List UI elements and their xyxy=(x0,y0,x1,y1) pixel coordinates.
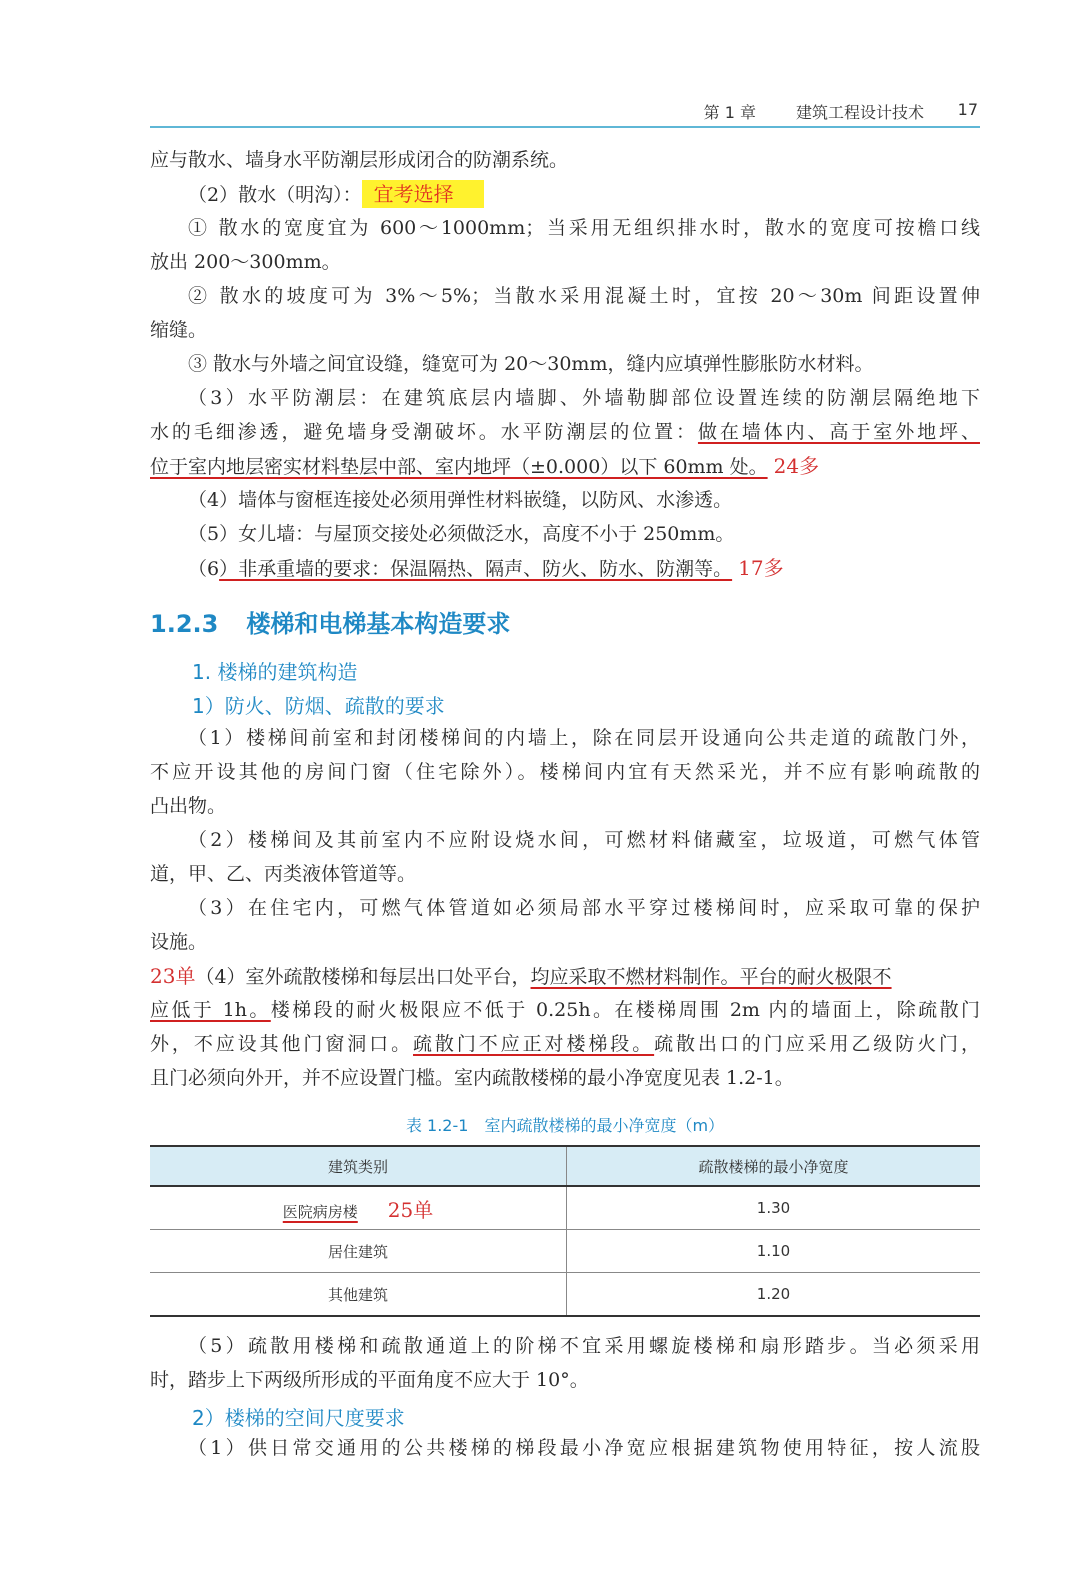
underlined-text: 位于室内地层密实材料垫层中部、室内地坪（±0.000）以下 60mm 处。 xyxy=(150,456,768,478)
handwritten-annotation: 25单 xyxy=(387,1197,434,1222)
subsection-heading: 1. 楼梯的建筑构造 xyxy=(192,660,358,684)
paragraph-line xyxy=(188,554,980,583)
paragraph-line xyxy=(150,962,980,991)
paragraph-line: 不应开设其他的房间门窗（住宅除外）。楼梯间内宜有天然采光，并不应有影响疏散的 xyxy=(150,761,980,783)
paragraph-line: 时，踏步上下两级所形成的平面角度不应大于 10°。 xyxy=(150,1369,589,1391)
text-run: 水的毛细渗透，避免墙身受潮破坏。水平防潮层的位置： xyxy=(150,421,698,443)
underlined-text: ）非承重墙的要求：保温隔热、隔声、防火、防水、防潮等。 xyxy=(219,558,733,580)
paragraph-line: 缩缝。 xyxy=(150,319,208,341)
text-run: 楼梯段的耐火极限应不低于 0.25h。在楼梯周围 2m 内的墙面上，除疏散门 xyxy=(270,999,980,1021)
text-run: 疏散出口的门应采用乙级防火门， xyxy=(654,1033,980,1055)
text-run: （4）室外疏散楼梯和每层出口处平台， xyxy=(195,966,531,988)
stair-width-table xyxy=(150,1145,980,1317)
text-run: 外，不应设其他门窗洞口。 xyxy=(150,1033,414,1055)
section-number: 1.2.3 xyxy=(150,610,219,638)
paragraph-line: （4）墙体与窗框连接处必须用弹性材料嵌缝，以防风、水渗透。 xyxy=(188,489,733,511)
underlined-text: 均应采取不燃材料制作。平台的耐火极限不 xyxy=(530,966,892,988)
highlight-note: 宜考选择 xyxy=(362,180,484,208)
table-cell: 其他建筑 xyxy=(150,1273,567,1317)
handwritten-annotation: 17多 xyxy=(738,556,784,580)
table-caption: 表 1.2-1 室内疏散楼梯的最小净宽度（m） xyxy=(405,1116,725,1135)
table-cell: 1.20 xyxy=(567,1273,981,1317)
paragraph-line: 道，甲、乙、丙类液体管道等。 xyxy=(150,863,417,885)
table-row xyxy=(150,1273,980,1317)
subsection-heading: 2）楼梯的空间尺度要求 xyxy=(192,1406,405,1430)
table-cell: 居住建筑 xyxy=(150,1230,567,1273)
paragraph-line: （5）疏散用楼梯和疏散通道上的阶梯不宜采用螺旋楼梯和扇形踏步。当必须采用 xyxy=(188,1335,980,1357)
paragraph-line: ① 散水的宽度宜为 600～1000mm；当采用无组织排水时，散水的宽度可按檐口线 xyxy=(188,217,980,239)
section-title: 楼梯和电梯基本构造要求 xyxy=(246,610,511,638)
page-number: 17 xyxy=(957,100,978,119)
table-header-cell: 建筑类别 xyxy=(150,1146,567,1186)
paragraph-line xyxy=(150,996,980,1024)
item-label: （2）散水（明沟）： xyxy=(188,184,362,206)
paragraph-line: 设施。 xyxy=(150,931,208,953)
underlined-text: 医院病房楼 xyxy=(282,1202,358,1221)
paragraph-line: （1）楼梯间前室和封闭楼梯间的内墙上，除在同层开设通向公共走道的疏散门外， xyxy=(188,727,980,749)
section-heading xyxy=(150,604,510,639)
underlined-text: 疏散门不应正对楼梯段。 xyxy=(413,1033,655,1055)
paragraph-line: （2）楼梯间及其前室内不应附设烧水间，可燃材料储藏室，垃圾道，可燃气体管 xyxy=(188,829,980,851)
paragraph-line xyxy=(188,180,980,209)
table-header-cell: 疏散楼梯的最小净宽度 xyxy=(567,1146,981,1186)
handwritten-annotation: 24多 xyxy=(773,454,820,478)
subsection-heading: 1）防火、防烟、疏散的要求 xyxy=(192,694,445,718)
paragraph-line: （1）供日常交通用的公共楼梯的梯段最小净宽应根据建筑物使用特征，按人流股 xyxy=(188,1437,980,1459)
table-cell xyxy=(150,1186,567,1230)
paragraph-line: 凸出物。 xyxy=(150,795,227,817)
table-row xyxy=(150,1186,980,1230)
paragraph-line: ② 散水的坡度可为 3%～5%；当散水采用混凝土时，宜按 20～30m 间距设置伸 xyxy=(188,285,980,307)
table-cell: 1.30 xyxy=(567,1186,981,1230)
paragraph-line xyxy=(150,452,980,481)
paragraph-line: （5）女儿墙：与屋顶交接处必须做泛水，高度不小于 250mm。 xyxy=(188,523,735,545)
running-header xyxy=(150,98,980,124)
paragraph-line: （3）在住宅内，可燃气体管道如必须局部水平穿过楼梯间时，应采取可靠的保护 xyxy=(188,897,980,919)
underlined-text: 做在墙体内、高于室外地坪、 xyxy=(697,421,980,443)
chapter-title: 建筑工程设计技术 xyxy=(795,103,924,122)
paragraph-line: ③ 散水与外墙之间宜设缝，缝宽可为 20～30mm，缝内应填弹性膨胀防水材料。 xyxy=(188,353,874,375)
table-cell: 1.10 xyxy=(567,1230,981,1273)
text-run: （6 xyxy=(188,558,220,580)
handwritten-annotation: 23单 xyxy=(150,964,196,988)
chapter-label: 第 1 章 xyxy=(703,103,756,122)
header-rule xyxy=(150,126,980,128)
paragraph-line: 放出 200～300mm。 xyxy=(150,251,341,273)
table-row xyxy=(150,1230,980,1273)
underlined-text: 应低于 1h。 xyxy=(150,999,271,1021)
paragraph-line: 且门必须向外开，并不应设置门槛。室内疏散楼梯的最小净宽度见表 1.2-1。 xyxy=(150,1067,794,1089)
paragraph-line: 应与散水、墙身水平防潮层形成闭合的防潮系统。 xyxy=(150,149,569,171)
paragraph-line xyxy=(150,418,980,446)
paragraph-line: （3）水平防潮层：在建筑底层内墙脚、外墙勒脚部位设置连续的防潮层隔绝地下 xyxy=(188,387,980,409)
paragraph-line xyxy=(150,1030,980,1058)
